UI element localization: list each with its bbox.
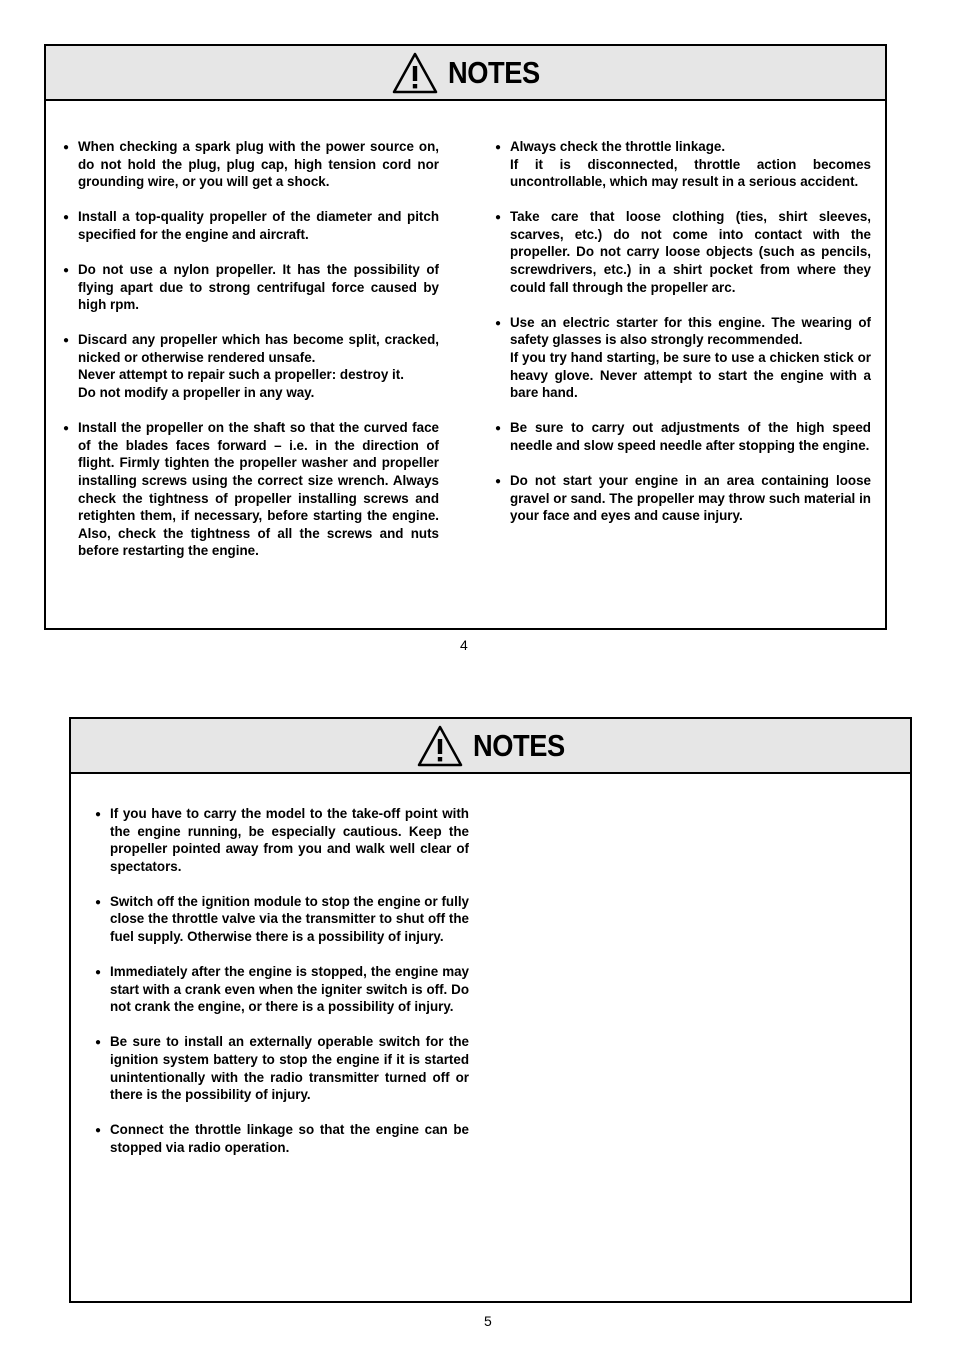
note-item	[63, 208, 439, 243]
note-item	[95, 1033, 469, 1103]
bullet-icon: ●	[63, 264, 70, 276]
note-text: Switch off the ignition module to stop the engine or fully close the throttle valve via the transmitter to shut off the fuel supply. Otherwise there is a possibility of injury.	[110, 893, 469, 945]
note-text: Install the propeller on the shaft so that the curved face of the blades faces forward – i.e. in the direction of flight. Firmly tighten the propeller washer and propeller installing screws using the correct size wrench. Always check the tightness of propeller installing screws and retighten them, if necessary, before starting the engine. Also, check the tightness of all the screws and nuts before restarting the engine.	[78, 420, 439, 559]
bullet-icon: ●	[63, 423, 70, 435]
note-text: Be sure to carry out adjustments of the high speed needle and slow speed needle after stopping the engine.	[510, 420, 871, 453]
notes-title: NOTES	[448, 54, 541, 90]
page-number: 5	[484, 1313, 492, 1329]
note-text: Never attempt to repair such a propeller: destroy it.	[78, 367, 404, 383]
note-text: Be sure to install an externally operable switch for the ignition system battery to stop the engine if it is started unintentionally with the radio transmitter turned off or there is the possibility of injury.	[110, 1034, 469, 1103]
bullet-icon: ●	[95, 967, 102, 979]
bullet-icon: ●	[63, 335, 70, 347]
notes-right-column	[495, 138, 871, 542]
bullet-icon: ●	[95, 1037, 102, 1049]
note-item	[495, 208, 871, 296]
note-text: Immediately after the engine is stopped, the engine may start with a crank even when the igniter switch is off. Do not crank the engine, or there is a possibility of injury.	[110, 964, 469, 1015]
bullet-icon: ●	[95, 1125, 102, 1137]
note-item	[495, 472, 871, 525]
notes-header	[46, 46, 885, 101]
notes-left-column	[95, 805, 469, 1174]
note-text: Do not modify a propeller in any way.	[78, 385, 315, 401]
bullet-icon: ●	[495, 317, 502, 329]
note-item	[95, 893, 469, 946]
note-item	[495, 314, 871, 402]
note-item	[63, 419, 439, 560]
notes-header	[71, 719, 910, 774]
notes-panel-page-4	[44, 44, 887, 630]
notes-title: NOTES	[473, 727, 566, 763]
note-text: Install a top-quality propeller of the diameter and pitch specified for the engine and aircraft.	[78, 209, 439, 242]
bullet-icon: ●	[495, 475, 502, 487]
note-text: Discard any propeller which has become split, cracked, nicked or otherwise rendered unsafe.	[78, 332, 439, 365]
warning-icon	[392, 52, 438, 94]
notes-panel-page-5	[69, 717, 912, 1303]
note-text: Connect the throttle linkage so that the engine can be stopped via radio operation.	[110, 1122, 469, 1155]
bullet-icon: ●	[95, 809, 102, 820]
warning-icon	[417, 725, 463, 767]
note-text: Do not use a nylon propeller. It has the possibility of flying apart due to strong centrifugal force caused by high rpm.	[78, 261, 439, 313]
page-number: 4	[460, 637, 468, 653]
bullet-icon: ●	[95, 896, 102, 908]
note-text: Always check the throttle linkage.	[510, 139, 726, 154]
bullet-icon: ●	[495, 212, 502, 224]
note-item	[95, 963, 469, 1016]
bullet-icon: ●	[63, 142, 70, 153]
note-text: Use an electric starter for this engine. The wearing of safety glasses is also strongly recommended.	[510, 314, 871, 348]
note-text: If you have to carry the model to the take-off point with the engine running, be especially cautious. Keep the propeller pointed away from you and walk well clear of spectators.	[110, 806, 469, 874]
note-item	[495, 138, 871, 191]
note-text: When checking a spark plug with the power source on, do not hold the plug, plug cap, high tension cord nor grounding wire, or you will get a shock.	[78, 139, 439, 190]
note-item	[63, 261, 439, 314]
note-item	[95, 1121, 469, 1156]
bullet-icon: ●	[63, 212, 70, 224]
note-item	[63, 138, 439, 191]
note-item	[495, 419, 871, 454]
notes-left-column	[63, 138, 439, 577]
note-text: Take care that loose clothing (ties, shirt sleeves, scarves, etc.) do not come into contact with the propeller. Do not carry loose objects (such as pencils, screwdrivers, etc.) in a shirt pocket from where they could fall through the propeller arc.	[510, 209, 871, 295]
bullet-icon: ●	[495, 142, 502, 153]
note-text: Do not start your engine in an area containing loose gravel or sand. The propeller may throw such material in your face and eyes and cause injury.	[510, 472, 871, 524]
note-text: If you try hand starting, be sure to use a chicken stick or heavy glove. Never attempt to start the engine with a bare hand.	[510, 349, 871, 401]
note-text: If it is disconnected, throttle action becomes uncontrollable, which may result in a serious accident.	[510, 156, 871, 190]
bullet-icon: ●	[495, 423, 502, 435]
note-item	[95, 805, 469, 875]
note-item	[63, 331, 439, 401]
